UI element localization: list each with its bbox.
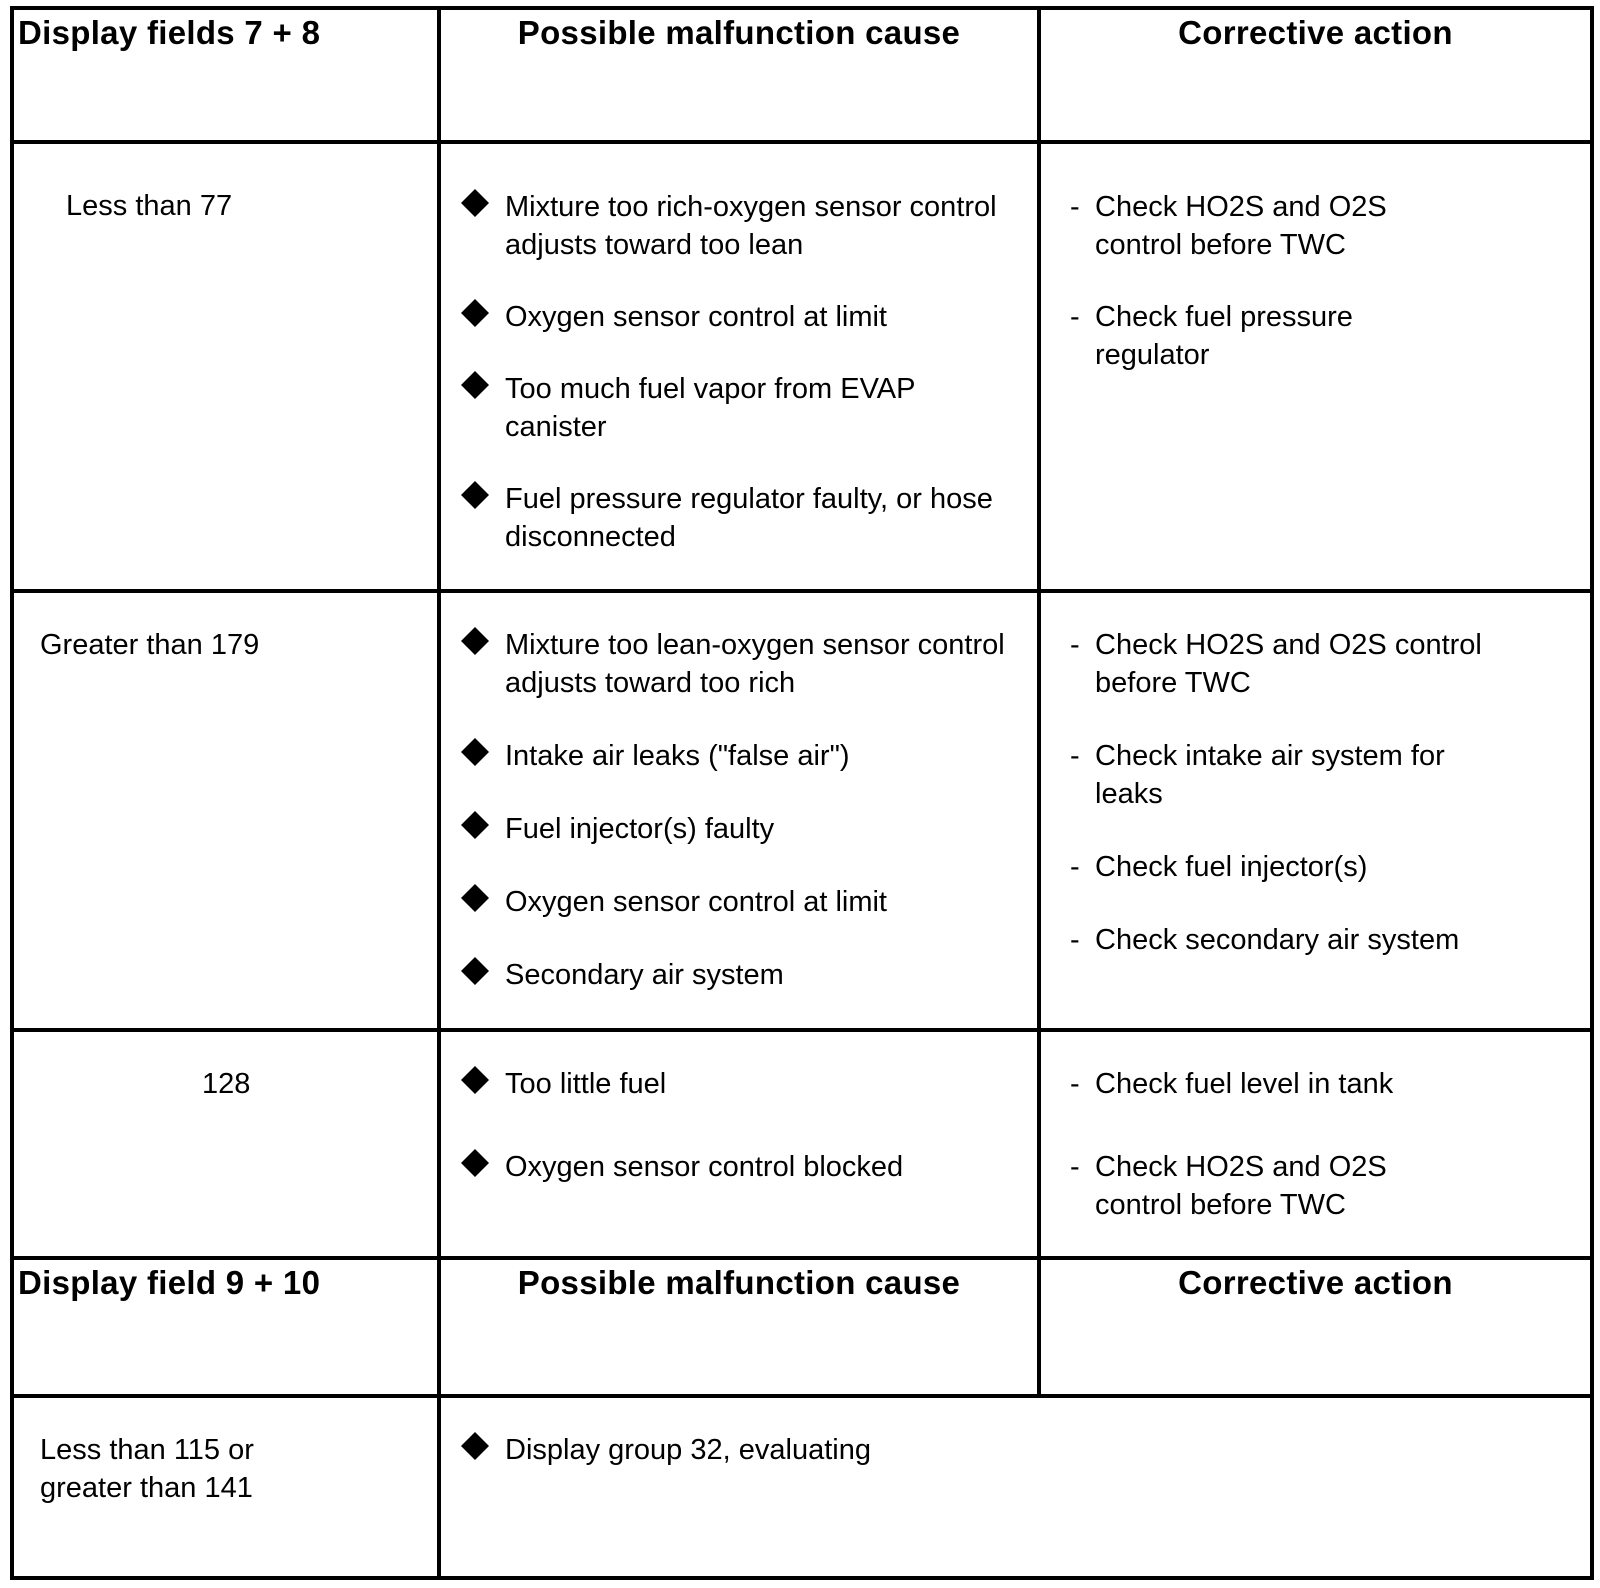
list-item: Too much fuel vapor from EVAP canister — [458, 370, 1018, 446]
action-list — [1050, 188, 1440, 374]
diamond-bullet-icon — [458, 298, 492, 332]
display-value: 128 — [202, 1068, 251, 1100]
dash-bullet-icon: - — [1070, 1068, 1080, 1100]
diamond-bullet-icon — [458, 480, 492, 514]
list-item: Fuel injector(s) faulty — [458, 810, 1018, 848]
table-rule — [10, 6, 14, 1580]
display-value: Less than 77 — [66, 190, 233, 222]
list-item: - Check secondary air system — [1050, 921, 1500, 959]
list-item: Oxygen sensor control at limit — [458, 298, 1018, 336]
list-item: Fuel pressure regulator faulty, or hose disconnected — [458, 480, 1018, 556]
list-item: - Check HO2S and O2S control before TWC — [1050, 1148, 1440, 1224]
diamond-bullet-icon — [458, 737, 492, 771]
dash-bullet-icon: - — [1070, 191, 1080, 223]
list-item: Secondary air system — [458, 956, 1018, 994]
list-item: Oxygen sensor control blocked — [458, 1148, 1018, 1186]
list-item: - Check fuel pressure regulator — [1050, 298, 1440, 374]
dash-bullet-icon: - — [1070, 924, 1080, 956]
diamond-bullet-icon — [458, 1065, 492, 1099]
section-header-action: Corrective action — [1178, 1264, 1453, 1301]
table-rule — [10, 1576, 1594, 1580]
diamond-bullet-icon — [458, 1431, 492, 1465]
list-item: - Check fuel level in tank — [1050, 1065, 1440, 1103]
dash-bullet-icon: - — [1070, 629, 1080, 661]
table-rule — [1037, 6, 1041, 1398]
diamond-bullet-icon — [458, 883, 492, 917]
cause-list — [458, 1431, 1258, 1469]
list-item: Intake air leaks ("false air") — [458, 737, 1018, 775]
section-header-cause: Possible malfunction cause — [517, 14, 961, 51]
table-rule — [1590, 6, 1594, 1580]
list-item: Mixture too rich-oxygen sensor control adjusts toward too lean — [458, 188, 1018, 264]
table-rule — [10, 1028, 1594, 1032]
action-list — [1050, 626, 1500, 959]
action-list — [1050, 1065, 1440, 1224]
table-rule — [10, 1394, 1594, 1398]
diamond-bullet-icon — [458, 626, 492, 660]
list-item: Mixture too lean-oxygen sensor control adjusts toward too rich — [458, 626, 1018, 702]
diamond-bullet-icon — [458, 188, 492, 222]
cause-list — [458, 626, 1018, 994]
list-item: - Check fuel injector(s) — [1050, 848, 1500, 886]
cause-list — [458, 188, 1018, 556]
list-item: - Check intake air system for leaks — [1050, 737, 1500, 813]
section-header-action: Corrective action — [1178, 14, 1453, 51]
list-item: - Check HO2S and O2S control before TWC — [1050, 188, 1440, 264]
diamond-bullet-icon — [458, 810, 492, 844]
dash-bullet-icon: - — [1070, 301, 1080, 333]
dash-bullet-icon: - — [1070, 851, 1080, 883]
table-rule — [437, 6, 441, 1580]
section-header-field: Display fields 7 + 8 — [18, 14, 321, 51]
diamond-bullet-icon — [458, 1148, 492, 1182]
diagnostic-table — [10, 6, 1594, 1580]
dash-bullet-icon: - — [1070, 740, 1080, 772]
dash-bullet-icon: - — [1070, 1151, 1080, 1183]
list-item: Display group 32, evaluating — [458, 1431, 1258, 1469]
section-header-cause: Possible malfunction cause — [517, 1264, 961, 1301]
diamond-bullet-icon — [458, 370, 492, 404]
table-rule — [10, 140, 1594, 144]
table-rule — [10, 589, 1594, 593]
cause-list — [458, 1065, 1018, 1186]
list-item: - Check HO2S and O2S control before TWC — [1050, 626, 1500, 702]
list-item: Too little fuel — [458, 1065, 1018, 1103]
section-header-field: Display field 9 + 10 — [18, 1264, 321, 1301]
diamond-bullet-icon — [458, 956, 492, 990]
display-value: Less than 115 or greater than 141 — [40, 1434, 254, 1504]
list-item: Oxygen sensor control at limit — [458, 883, 1018, 921]
display-value: Greater than 179 — [40, 629, 260, 661]
